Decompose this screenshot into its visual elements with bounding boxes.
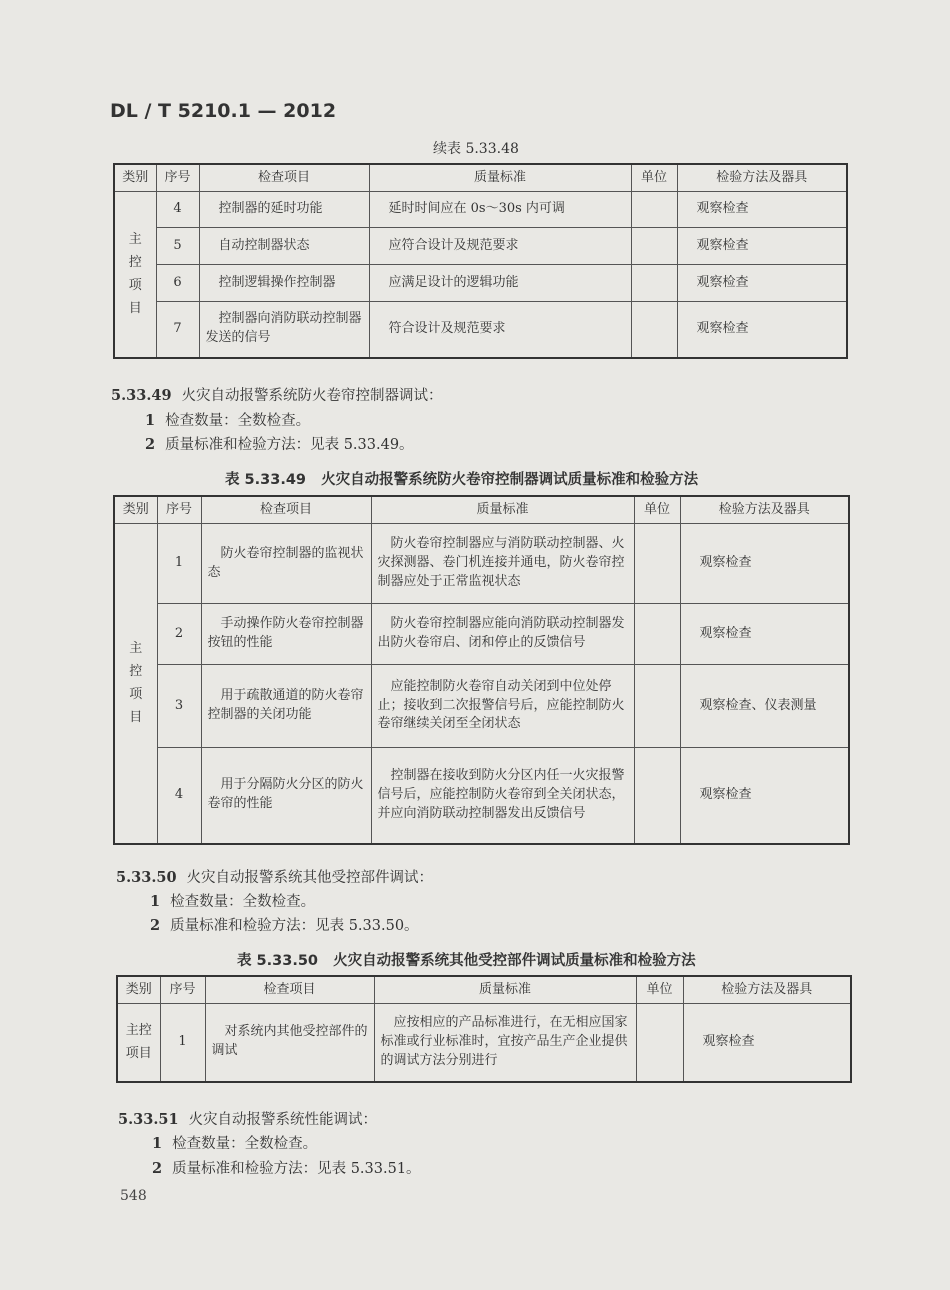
- col-unit: 单位: [631, 164, 677, 192]
- section-number: 5.33.49: [111, 387, 172, 404]
- col-item: 检查项目: [201, 496, 371, 524]
- table-row: [114, 228, 847, 265]
- row-item: 用于分隔防火分区的防火卷帘的性能: [201, 748, 371, 844]
- table-row: [114, 748, 849, 844]
- row-number: 4: [156, 192, 199, 228]
- category-cell: 主 控 项 目: [114, 192, 156, 358]
- row-number: 5: [156, 228, 199, 265]
- row-standard: 控制器在接收到防火分区内任一火灾报警信号后，应能控制防火卷帘到全关闭状态，并应向消防联动控制器发出反馈信号: [371, 748, 634, 844]
- col-method: 检验方法及器具: [683, 976, 851, 1004]
- table-header-row: [114, 496, 849, 524]
- row-item: 自动控制器状态: [199, 228, 369, 265]
- row-number: 1: [157, 524, 201, 604]
- list-item: 2 质量标准和检验方法：见表 5.33.49。: [145, 436, 414, 453]
- row-standard: 防火卷帘控制器应与消防联动控制器、火灾探测器、卷门机连接并通电，防火卷帘控制器应处于正常监视状态: [371, 524, 634, 604]
- col-standard: 质量标准: [374, 976, 636, 1004]
- list-item: 2 质量标准和检验方法：见表 5.33.50。: [150, 917, 419, 934]
- row-number: 2: [157, 604, 201, 665]
- col-method: 检验方法及器具: [677, 164, 847, 192]
- row-method: 观察检查: [683, 1004, 851, 1082]
- col-unit: 单位: [636, 976, 683, 1004]
- row-unit: [631, 265, 677, 302]
- row-method: 观察检查: [677, 302, 847, 358]
- table2-caption: 表 5.33.49 火灾自动报警系统防火卷帘控制器调试质量标准和检验方法: [225, 472, 699, 488]
- row-method: 观察检查: [680, 604, 849, 665]
- col-number: 序号: [160, 976, 205, 1004]
- col-unit: 单位: [634, 496, 680, 524]
- list-item: 1 检查数量：全数检查。: [145, 412, 311, 429]
- row-number: 4: [157, 748, 201, 844]
- table-row: [114, 302, 847, 358]
- list-item: 2 质量标准和检验方法：见表 5.33.51。: [152, 1160, 421, 1177]
- row-item: 防火卷帘控制器的监视状态: [201, 524, 371, 604]
- row-item: 控制逻辑操作控制器: [199, 265, 369, 302]
- row-unit: [631, 192, 677, 228]
- row-standard: 应满足设计的逻辑功能: [369, 265, 631, 302]
- table3-caption: 表 5.33.50 火灾自动报警系统其他受控部件调试质量标准和检验方法: [237, 953, 696, 969]
- row-method: 观察检查、仪表测量: [680, 665, 849, 748]
- col-item: 检查项目: [205, 976, 374, 1004]
- row-unit: [634, 524, 680, 604]
- row-number: 1: [160, 1004, 205, 1082]
- row-number: 6: [156, 265, 199, 302]
- section-title: 火灾自动报警系统性能调试：: [188, 1112, 378, 1128]
- table1: [113, 163, 848, 359]
- row-unit: [634, 748, 680, 844]
- row-unit: [634, 665, 680, 748]
- row-method: 观察检查: [677, 265, 847, 302]
- section-heading: [111, 384, 443, 405]
- col-category: 类别: [117, 976, 160, 1004]
- category-cell: 主控 项目: [117, 1004, 160, 1082]
- table2: [113, 495, 850, 845]
- row-standard: 应符合设计及规范要求: [369, 228, 631, 265]
- table-header-row: [117, 976, 851, 1004]
- table-row: [114, 524, 849, 604]
- row-standard: 符合设计及规范要求: [369, 302, 631, 358]
- table-row: [114, 665, 849, 748]
- list-item: 1 检查数量：全数检查。: [150, 893, 316, 910]
- col-item: 检查项目: [199, 164, 369, 192]
- table1-caption: 续表 5.33.48: [433, 141, 519, 157]
- row-unit: [636, 1004, 683, 1082]
- col-number: 序号: [157, 496, 201, 524]
- col-method: 检验方法及器具: [680, 496, 849, 524]
- row-method: 观察检查: [680, 524, 849, 604]
- table-header-row: [114, 164, 847, 192]
- row-number: 7: [156, 302, 199, 358]
- row-method: 观察检查: [680, 748, 849, 844]
- table-row: [114, 192, 847, 228]
- row-method: 观察检查: [677, 192, 847, 228]
- list-item: 1 检查数量：全数检查。: [152, 1135, 318, 1152]
- page-number: 548: [120, 1188, 147, 1204]
- table-row: [114, 265, 847, 302]
- row-standard: 应能控制防火卷帘自动关闭到中位处停止；接收到二次报警信号后，应能控制防火卷帘继续关闭至全闭状态: [371, 665, 634, 748]
- section-heading: [116, 866, 433, 887]
- row-item: 手动操作防火卷帘控制器按钮的性能: [201, 604, 371, 665]
- table-row: [117, 1004, 851, 1082]
- row-standard: 防火卷帘控制器应能向消防联动控制器发出防火卷帘启、闭和停止的反馈信号: [371, 604, 634, 665]
- row-unit: [631, 302, 677, 358]
- standard-header: DL / T 5210.1 — 2012: [110, 100, 337, 122]
- row-standard: 延时时间应在 0s～30s 内可调: [369, 192, 631, 228]
- col-standard: 质量标准: [369, 164, 631, 192]
- row-number: 3: [157, 665, 201, 748]
- col-category: 类别: [114, 164, 156, 192]
- col-category: 类别: [114, 496, 157, 524]
- col-number: 序号: [156, 164, 199, 192]
- col-standard: 质量标准: [371, 496, 634, 524]
- row-standard: 应按相应的产品标准进行，在无相应国家标准或行业标准时，宜按产品生产企业提供的调试方法分别进行: [374, 1004, 636, 1082]
- row-unit: [634, 604, 680, 665]
- row-method: 观察检查: [677, 228, 847, 265]
- table-row: [114, 604, 849, 665]
- row-unit: [631, 228, 677, 265]
- category-cell: 主 控 项 目: [114, 524, 157, 844]
- section-title: 火灾自动报警系统其他受控部件调试：: [186, 870, 434, 886]
- row-item: 控制器的延时功能: [199, 192, 369, 228]
- row-item: 控制器向消防联动控制器发送的信号: [199, 302, 369, 358]
- section-number: 5.33.50: [116, 869, 177, 886]
- section-number: 5.33.51: [118, 1111, 179, 1128]
- section-title: 火灾自动报警系统防火卷帘控制器调试：: [181, 388, 443, 404]
- row-item: 用于疏散通道的防火卷帘控制器的关闭功能: [201, 665, 371, 748]
- section-heading: [118, 1108, 377, 1129]
- table3: [116, 975, 852, 1083]
- row-item: 对系统内其他受控部件的调试: [205, 1004, 374, 1082]
